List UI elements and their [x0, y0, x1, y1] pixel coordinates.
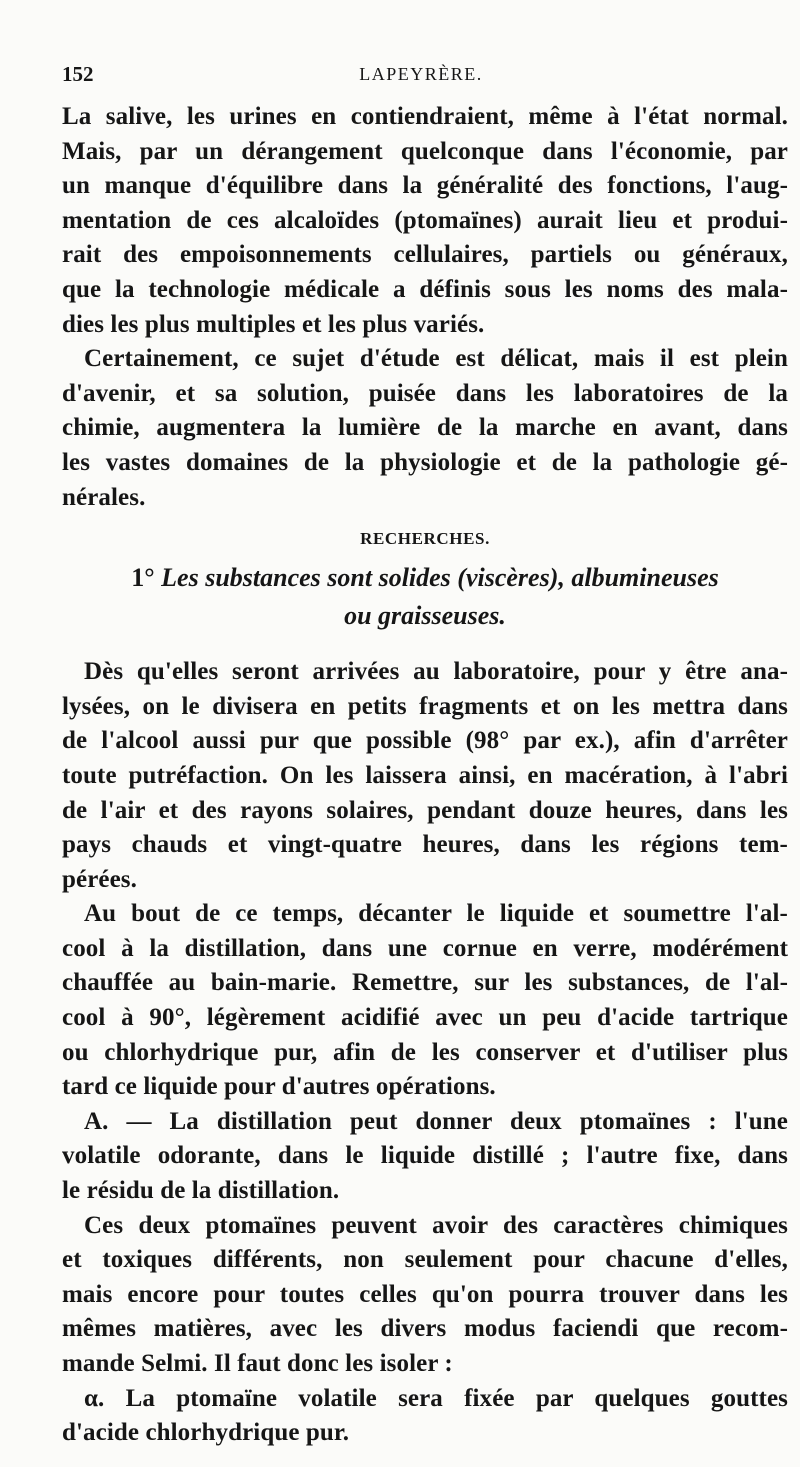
- text-line: les vastes domaines de la physiologie et de la pathologie gé-: [62, 448, 788, 476]
- text-line: dies les plus multiples et les plus variés.: [62, 310, 485, 338]
- text-line: nérales.: [62, 483, 146, 511]
- text-line: Au bout de ce temps, décanter le liquide et soumettre l'al-: [84, 900, 788, 928]
- paragraph-2: [62, 342, 788, 515]
- page-number: 152: [62, 62, 94, 86]
- text-line: pérées.: [62, 865, 137, 893]
- text-line: le résidu de la distillation.: [62, 1177, 340, 1205]
- text-line: chimie, augmentera la lumière de la marche en avant, dans: [62, 414, 788, 442]
- paragraph-7: [62, 1382, 788, 1451]
- text-line: et toxiques différents, non seulement pour chacune d'elles,: [62, 1246, 788, 1274]
- text-line: mentation de ces alcaloïdes (ptomaïnes) aurait lieu et produi-: [62, 206, 788, 234]
- body-text: [62, 100, 788, 1451]
- text-line: mande Selmi. Il faut donc les isoler :: [62, 1350, 453, 1377]
- text-line: rait des empoisonnements cellulaires, partiels ou généraux,: [62, 241, 788, 269]
- paragraph-6: [62, 1209, 788, 1382]
- text-line: chauffée au bain-marie. Remettre, sur les substances, de l'al-: [62, 969, 788, 997]
- text-line: d'avenir, et sa solution, puisée dans les laboratoires de la: [62, 379, 788, 407]
- text-line: cool à 90°, légèrement acidifié avec un peu d'acide tartrique: [62, 1004, 788, 1032]
- text-line: que la technologie médicale a définis sous les noms des mala-: [62, 275, 788, 303]
- text-line: Ces deux ptomaïnes peuvent avoir des caractères chimiques: [84, 1211, 788, 1239]
- text-line: Mais, par un dérangement quelconque dans l'économie, par: [62, 137, 788, 165]
- page-header: [62, 62, 780, 92]
- paragraph-5: [62, 1105, 788, 1209]
- text-line: α. La ptomaïne volatile sera fixée par quelques gouttes: [84, 1384, 788, 1412]
- subsection-title-continued: ou graisseuses.: [344, 601, 506, 631]
- text-line: un manque d'équilibre dans la généralité des fonctions, l'aug-: [62, 172, 788, 200]
- text-line: cool à la distillation, dans une cornue en verre, modérément: [62, 934, 788, 962]
- subsection-title: [62, 559, 788, 597]
- paragraph-4: [62, 897, 788, 1105]
- text-line: Dès qu'elles seront arrivées au laboratoire, pour y être ana-: [84, 658, 788, 686]
- spacer: [62, 635, 788, 655]
- text-line: A. — La distillation peut donner deux ptomaïnes : l'une: [84, 1107, 788, 1135]
- paragraph-1: [62, 100, 788, 342]
- text-line: lysées, on le divisera en petits fragments et on les mettra dans: [62, 692, 788, 720]
- text-line: de l'air et des rayons solaires, pendant douze heures, dans les: [62, 796, 788, 824]
- text-line: mais encore pour toutes celles qu'on pourra trouver dans les: [62, 1280, 788, 1308]
- text-line: La salive, les urines en contiendraient, même à l'état normal.: [62, 103, 788, 130]
- paragraph-3: [62, 655, 788, 897]
- text-line: tard ce liquide pour d'autres opérations.: [62, 1073, 496, 1101]
- section-heading: RECHERCHES.: [360, 529, 490, 549]
- subsection-title-text: Les substances sont solides (viscères), albumineuses: [161, 563, 719, 593]
- text-line: volatile odorante, dans le liquide distillé ; l'autre fixe, dans: [62, 1142, 788, 1170]
- subsection-number: 1°: [131, 563, 155, 593]
- text-line: d'acide chlorhydrique pur.: [62, 1419, 350, 1447]
- text-line: de l'alcool aussi pur que possible (98° par ex.), afin d'arrêter: [62, 727, 788, 755]
- running-head: LAPEYRÈRE.: [359, 64, 483, 84]
- text-line: Certainement, ce sujet d'étude est délicat, mais il est plein: [84, 345, 788, 373]
- text-line: pays chauds et vingt-quatre heures, dans les régions tem-: [62, 831, 788, 859]
- text-line: toute putréfaction. On les laissera ainsi, en macération, à l'abri: [62, 761, 788, 789]
- text-line: mêmes matières, avec les divers modus faciendi que recom-: [62, 1315, 788, 1343]
- text-line: ou chlorhydrique pur, afin de les conserver et d'utiliser plus: [62, 1038, 788, 1066]
